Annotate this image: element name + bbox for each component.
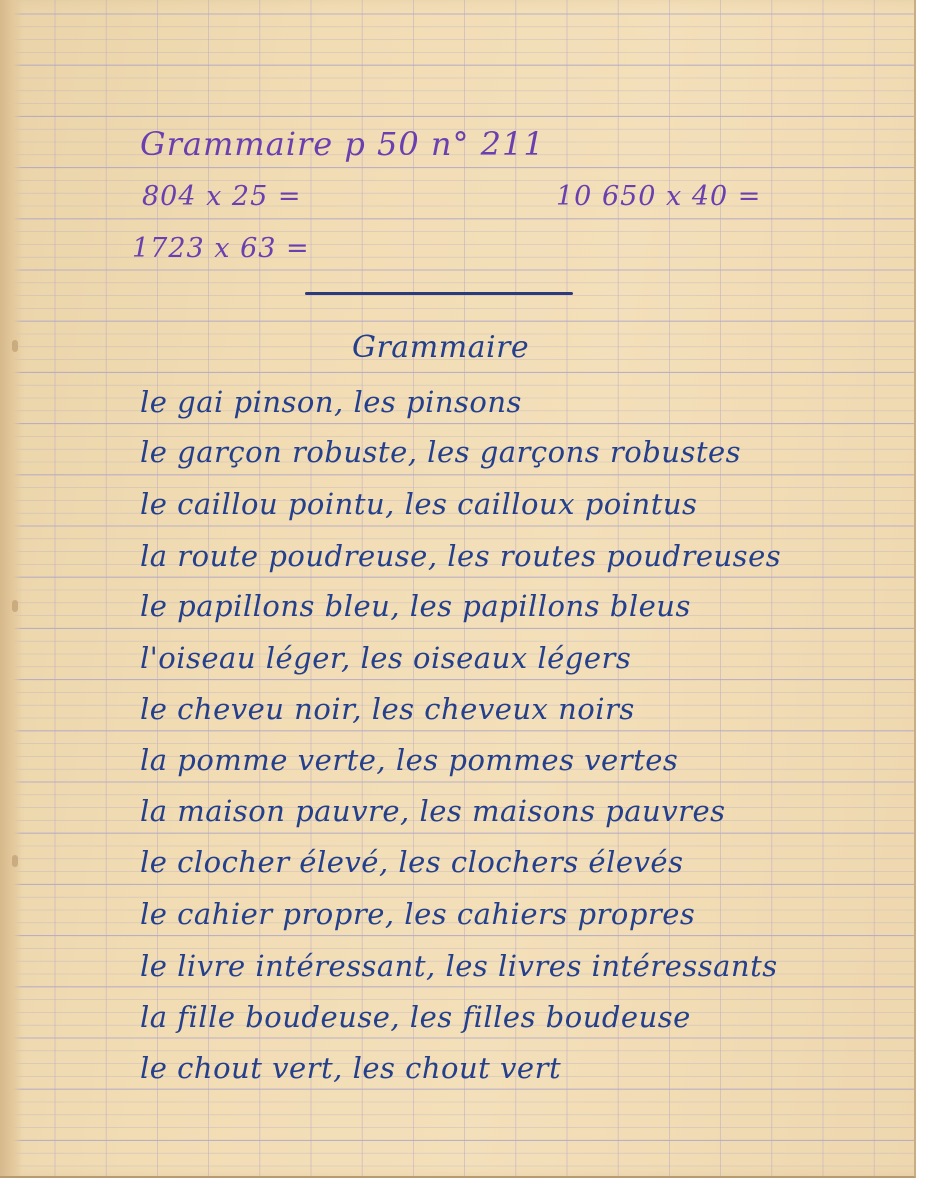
separator-rule: [305, 292, 573, 295]
section-title: Grammaire: [352, 330, 530, 365]
exercise-line: la pomme verte, les pommes vertes: [140, 743, 679, 777]
exercise-line: le garçon robuste, les garçons robustes: [140, 435, 742, 469]
exercise-line: la fille boudeuse, les filles boudeuse: [140, 1000, 691, 1034]
multiplication-problem-2: 10 650 x 40 =: [556, 181, 762, 212]
exercise-line: le caillou pointu, les cailloux pointus: [140, 487, 698, 521]
exercise-line: le gai pinson, les pinsons: [140, 385, 522, 419]
exercise-line: le cheveu noir, les cheveux noirs: [140, 692, 635, 726]
exercise-line: la route poudreuse, les routes poudreuses: [140, 539, 782, 573]
binding-hole: [12, 855, 18, 867]
binding-edge: [0, 0, 22, 1176]
exercise-line: le cahier propre, les cahiers propres: [140, 897, 696, 931]
binding-hole: [12, 340, 18, 352]
exercise-line: l'oiseau léger, les oiseaux légers: [140, 641, 632, 675]
exercise-line: le chout vert, les chout vert: [140, 1051, 562, 1085]
exercise-line: le papillons bleu, les papillons bleus: [140, 589, 691, 623]
assignment-heading: Grammaire p 50 n° 211: [140, 125, 545, 163]
multiplication-problem-1: 804 x 25 =: [142, 181, 302, 212]
binding-hole: [12, 600, 18, 612]
exercise-line: la maison pauvre, les maisons pauvres: [140, 794, 726, 828]
exercise-line: le clocher élevé, les clochers élevés: [140, 845, 684, 879]
multiplication-problem-3: 1723 x 63 =: [132, 233, 310, 264]
exercise-line: le livre intéressant, les livres intéressants: [140, 949, 778, 983]
